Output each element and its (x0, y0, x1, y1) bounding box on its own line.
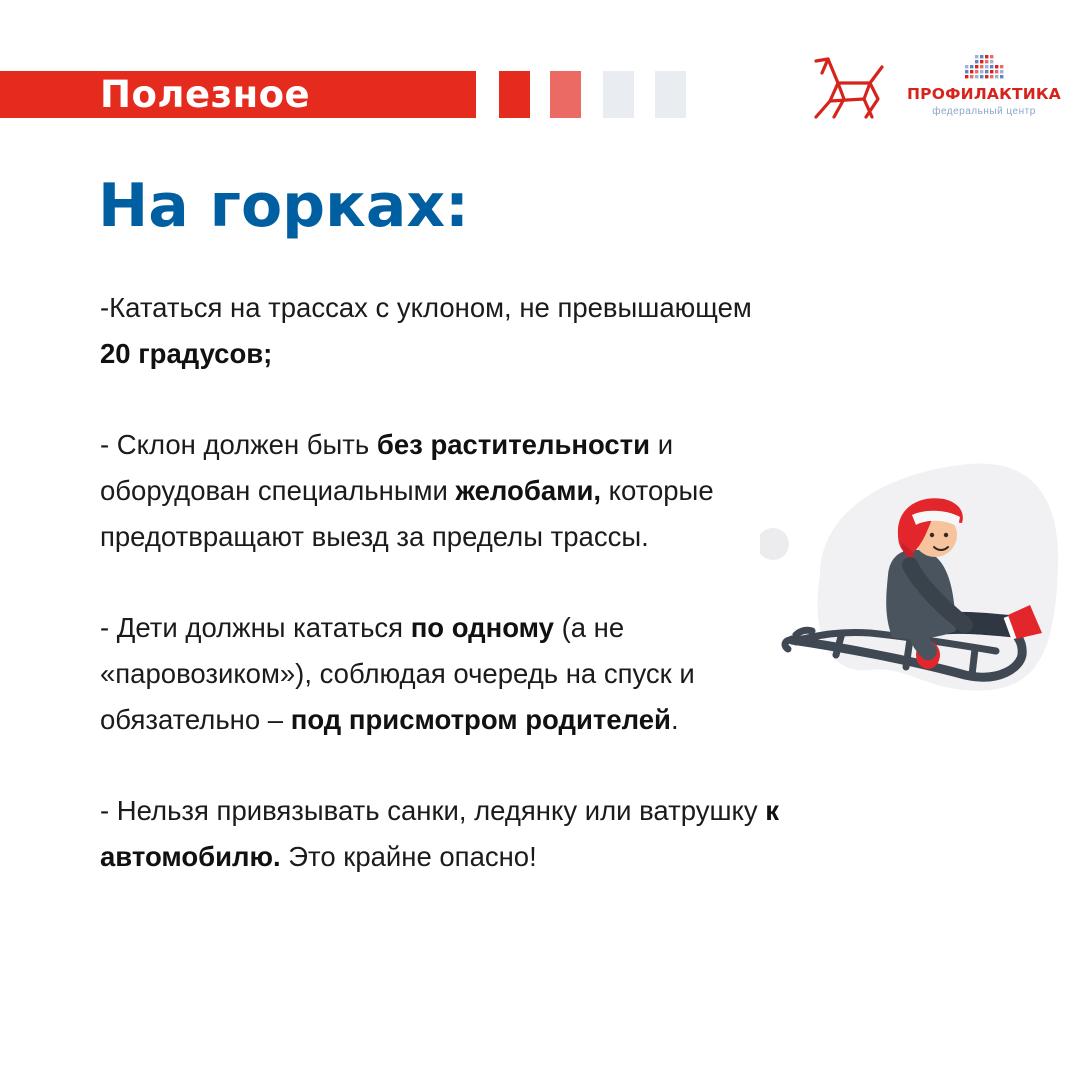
brand-dot (1000, 65, 1003, 68)
brand-dot (980, 70, 983, 73)
tip-emphasis: по одному (410, 612, 554, 643)
brand-dot (995, 75, 998, 78)
brand-dot (985, 55, 988, 58)
tips-list (100, 285, 790, 925)
tip-paragraph (100, 788, 790, 880)
brand-dot (1000, 75, 1003, 78)
decor-square (603, 71, 634, 118)
dots-grid-icon (965, 55, 1005, 81)
brand-dot (985, 70, 988, 73)
tip-emphasis: без растительности (376, 429, 651, 460)
brand-dot (975, 55, 978, 58)
tip-text: . (670, 704, 679, 735)
tip-emphasis: к автомобилю. (100, 795, 780, 872)
tip-text: -Кататься на трассах с уклоном, не превышающем (100, 292, 752, 323)
brand-dot (965, 65, 968, 68)
horse-icon (808, 55, 888, 121)
section-label: Полезное (100, 73, 311, 116)
brand-dot (980, 75, 983, 78)
tip-paragraph (100, 285, 790, 377)
tip-emphasis: 20 градусов; (100, 338, 273, 369)
child-on-sled-icon (760, 455, 1080, 755)
brand-dot (990, 70, 993, 73)
brand-dot (980, 55, 983, 58)
decor-square (550, 71, 581, 118)
brand-dot (1000, 70, 1003, 73)
brand-dot (975, 60, 978, 63)
brand-name: ПРОФИЛАКТИКА (906, 85, 1061, 103)
brand-dot (970, 75, 973, 78)
brand-dot (970, 65, 973, 68)
brand-dot (985, 65, 988, 68)
tip-text: и оборудован специальными (100, 429, 674, 506)
brand-dot (990, 65, 993, 68)
tip-text: которые предотвращают выезд за пределы трассы. (100, 475, 714, 552)
tip-text: (а не «паровозиком»), соблюдая очередь на спуск и обязательно – (100, 612, 695, 735)
tip-text: - Склон должен быть (100, 429, 377, 460)
decor-square (655, 71, 686, 118)
tip-text: - Дети должны кататься (100, 612, 411, 643)
brand-dot (975, 70, 978, 73)
brand-dot (995, 65, 998, 68)
page-title: На горках: (98, 171, 470, 241)
brand-dot (980, 60, 983, 63)
brand-dot (965, 70, 968, 73)
tip-emphasis: желобами, (455, 475, 602, 506)
brand-dot (990, 60, 993, 63)
brand-dot (985, 75, 988, 78)
brand-dot (975, 65, 978, 68)
tip-paragraph (100, 605, 790, 743)
decor-square (499, 71, 530, 118)
brand-dot (980, 65, 983, 68)
tip-text: - Нельзя привязывать санки, ледянку или ватрушку (100, 795, 766, 826)
brand-dot (990, 75, 993, 78)
brand-dot (975, 75, 978, 78)
brand-dot (995, 70, 998, 73)
brand-logo (904, 55, 1064, 121)
brand-subtitle: федеральный центр (932, 106, 1036, 117)
tip-emphasis: под присмотром родителей (290, 704, 671, 735)
brand-dot (990, 55, 993, 58)
tip-paragraph (100, 422, 790, 560)
tip-text: Это крайне опасно! (280, 841, 537, 872)
brand-dot (965, 75, 968, 78)
brand-dot (985, 60, 988, 63)
brand-dot (970, 70, 973, 73)
